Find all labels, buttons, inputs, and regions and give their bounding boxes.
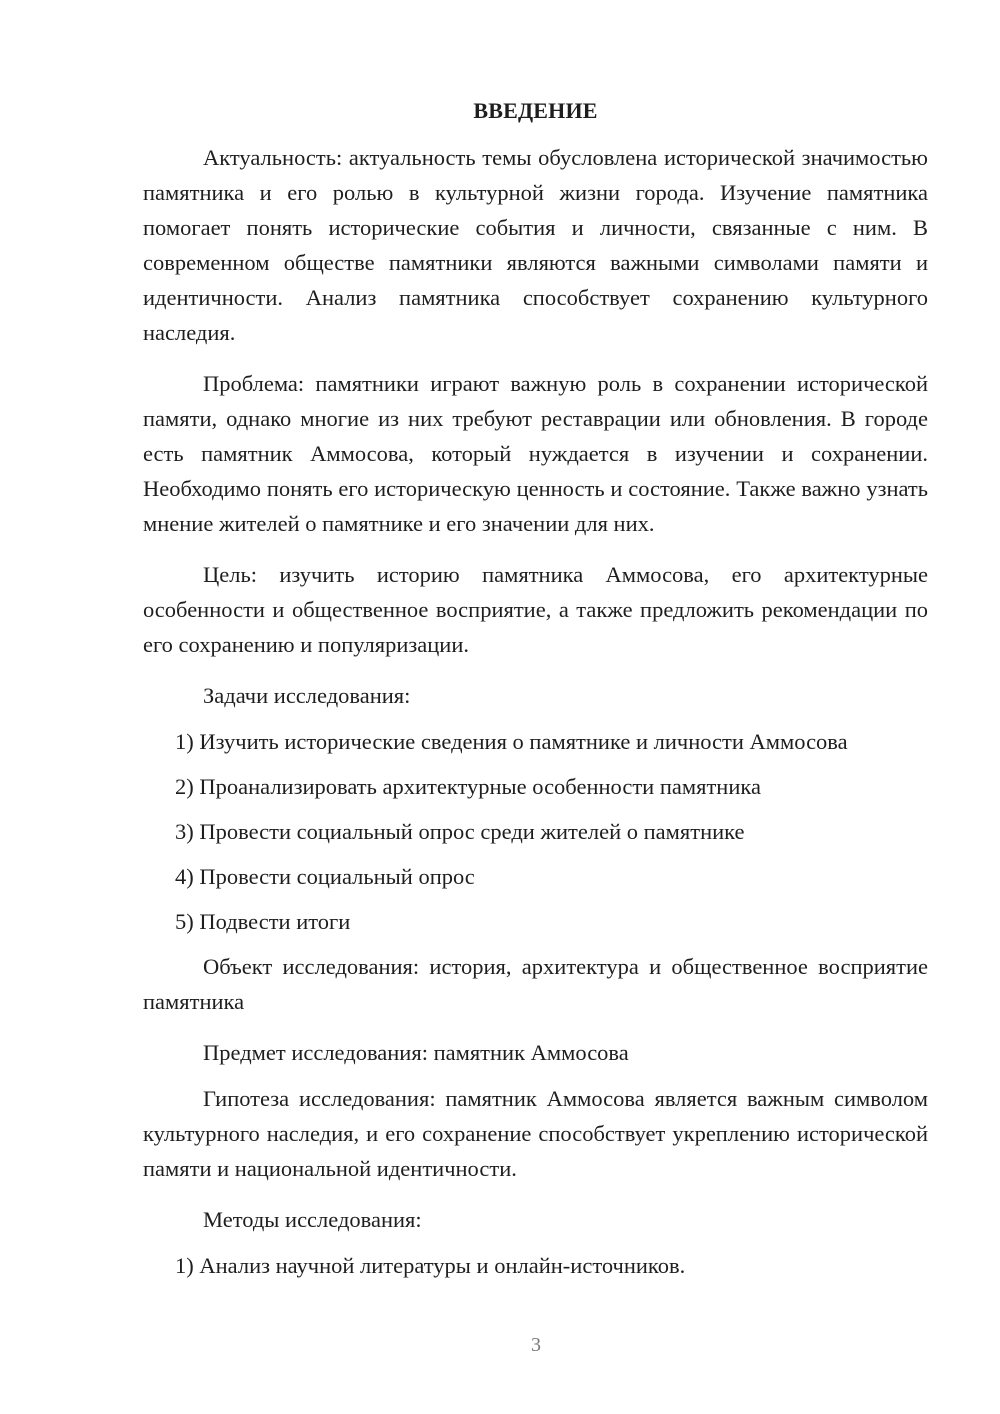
relevance-paragraph: Актуальность: актуальность темы обусловлена исторической значимостью памятника и его ролью в культурной жизни города. Изучение памятника помогает понять исторические события и личности, связанные с ним. В современном обществе памятники являются важными символами памяти и идентичности. Анализ памятника способствует сохранению культурного наследия. xyxy=(143,145,928,345)
task-item: 1) Изучить исторические сведения о памятнике и личности Аммосова xyxy=(175,729,848,754)
task-item: 3) Провести социальный опрос среди жителей о памятнике xyxy=(175,819,745,844)
method-item: 1) Анализ научной литературы и онлайн-источников. xyxy=(175,1253,686,1278)
page-content xyxy=(143,96,928,1293)
page-number: 3 xyxy=(531,1334,541,1356)
task-item: 2) Проанализировать архитектурные особенности памятника xyxy=(175,774,761,799)
problem-paragraph: Проблема: памятники играют важную роль в сохранении исторической памяти, однако многие из них требуют реставрации или обновления. В городе есть памятник Аммосова, который нуждается в изучении и сохранении. Необходимо понять его историческую ценность и состояние. Также важно узнать мнение жителей о памятнике и его значении для них. xyxy=(143,371,928,536)
subject-line: Предмет исследования: памятник Аммосова xyxy=(203,1040,629,1065)
task-item: 4) Провести социальный опрос xyxy=(175,864,475,889)
hypothesis-paragraph: Гипотеза исследования: памятник Аммосова является важным символом культурного наследия, и его сохранение способствует укреплению исторической памяти и национальной идентичности. xyxy=(143,1086,928,1181)
task-item: 5) Подвести итоги xyxy=(175,909,351,934)
section-title: ВВЕДЕНИЕ xyxy=(473,98,598,123)
tasks-heading: Задачи исследования: xyxy=(203,683,411,708)
object-paragraph: Объект исследования: история, архитектура и общественное восприятие памятника xyxy=(143,954,928,1014)
methods-heading: Методы исследования: xyxy=(203,1207,422,1232)
goal-paragraph: Цель: изучить историю памятника Аммосова, его архитектурные особенности и общественное восприятие, а также предложить рекомендации по его сохранению и популяризации. xyxy=(143,562,928,657)
